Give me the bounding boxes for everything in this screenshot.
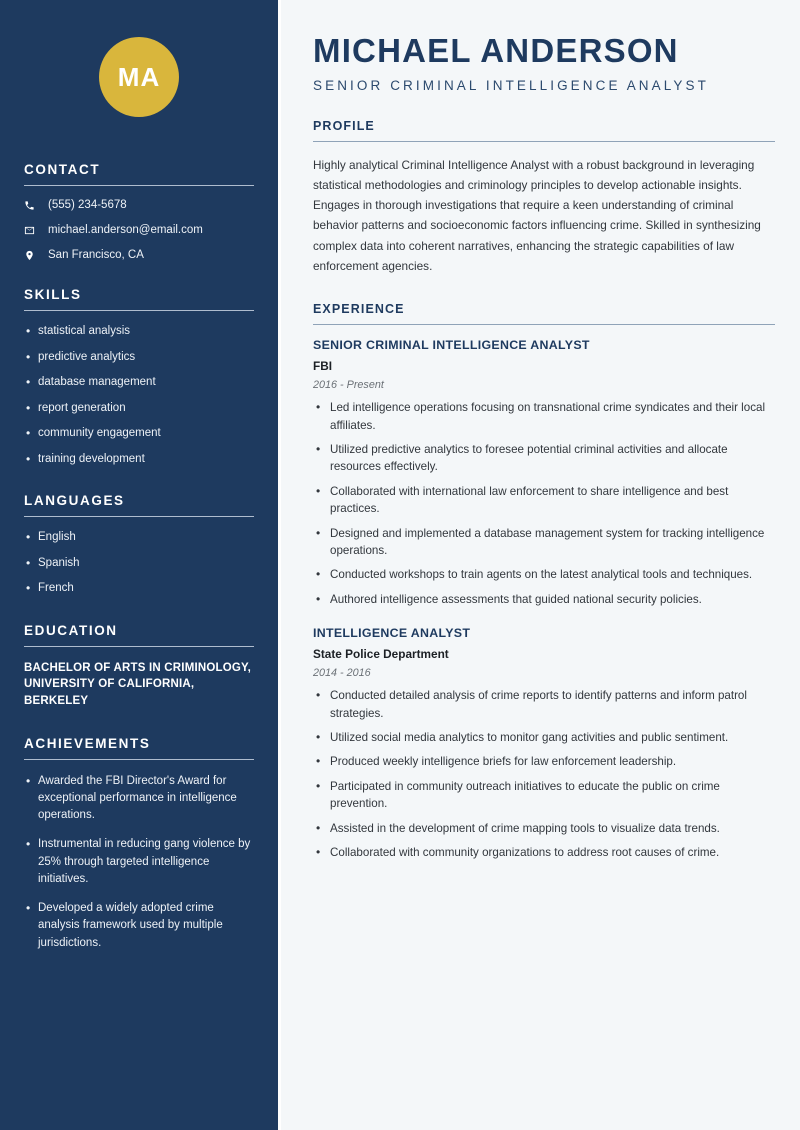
job-title: INTELLIGENCE ANALYST <box>313 626 471 641</box>
experience-entry <box>313 626 775 861</box>
list-item: • report generation <box>24 401 254 417</box>
education-section <box>24 623 254 710</box>
avatar: MA <box>99 37 179 117</box>
education-institution: UNIVERSITY OF CALIFORNIA, BERKELEY <box>24 678 195 707</box>
list-item: • Developed a widely adopted crime analysis framework used by multiple jurisdictions. <box>24 900 254 952</box>
profile-text: Highly analytical Criminal Intelligence Analyst with a robust background in leveraging statistical methodologies and criminology principles to develop actionable insights. Engages in thorough investigations that require a keen understanding of criminal behavior patterns and socioeconomic factors influencing crime. Skilled in synthesizing complex data into coherent narratives, enhancing the strategic capabilities of law enforcement agencies. <box>313 157 761 274</box>
profile-heading: PROFILE <box>313 118 375 133</box>
job-dates: 2016 - Present <box>313 379 384 392</box>
list-item: • Participated in community outreach initiatives to educate the public on crime prevention. <box>313 778 775 813</box>
list-item: • Utilized social media analytics to monitor gang activities and public sentiment. <box>313 729 775 746</box>
experience-entry <box>313 338 775 608</box>
avatar-container <box>24 0 254 117</box>
contact-location-value: San Francisco, CA <box>48 249 144 261</box>
main-content <box>278 0 800 1130</box>
email-icon <box>24 225 44 236</box>
list-item: • Led intelligence operations focusing on transnational crime syndicates and their local affiliates. <box>313 399 775 434</box>
education-divider <box>24 646 254 647</box>
skills-heading: SKILLS <box>24 287 82 302</box>
achievements-divider <box>24 759 254 760</box>
contact-divider <box>24 185 254 186</box>
list-item: • Collaborated with community organizations to address root causes of crime. <box>313 844 775 861</box>
skills-section <box>24 287 254 467</box>
contact-email-value: michael.anderson@email.com <box>48 224 203 236</box>
languages-heading: LANGUAGES <box>24 493 125 509</box>
languages-section <box>24 493 254 597</box>
phone-icon <box>24 200 44 211</box>
sidebar <box>0 0 278 1130</box>
list-item: • predictive analytics <box>24 350 254 366</box>
list-item: • Spanish <box>24 556 254 572</box>
list-item: • Collaborated with international law enforcement to share intelligence and best practices. <box>313 483 775 518</box>
list-item: • Instrumental in reducing gang violence by 25% through targeted intelligence initiatives. <box>24 836 254 888</box>
languages-divider <box>24 516 254 517</box>
list-item: • Produced weekly intelligence briefs for law enforcement leadership. <box>313 753 775 770</box>
education-heading: EDUCATION <box>24 622 118 638</box>
experience-section <box>313 302 775 861</box>
profile-section <box>313 119 775 277</box>
list-item: • Authored intelligence assessments that guided national security policies. <box>313 591 775 608</box>
location-pin-icon <box>24 250 44 261</box>
experience-divider <box>313 324 775 325</box>
job-company: FBI <box>313 359 333 374</box>
skills-divider <box>24 310 254 311</box>
job-bullets <box>313 399 775 608</box>
contact-location[interactable] <box>24 249 254 261</box>
skills-list <box>24 324 254 467</box>
page-title: MICHAEL ANDERSON <box>313 32 679 69</box>
list-item: • Conducted workshops to train agents on the latest analytical tools and techniques. <box>313 566 775 583</box>
list-item: • training development <box>24 452 254 468</box>
job-subtitle: SENIOR CRIMINAL INTELLIGENCE ANALYST <box>313 77 709 93</box>
experience-heading: EXPERIENCE <box>313 302 405 317</box>
contact-phone-value: (555) 234-5678 <box>48 199 127 211</box>
contact-phone[interactable] <box>24 199 254 211</box>
list-item: • Awarded the FBI Director's Award for exceptional performance in intelligence operations. <box>24 773 254 825</box>
contact-email[interactable] <box>24 224 254 236</box>
education-degree: BACHELOR OF ARTS IN CRIMINOLOGY, <box>24 661 252 674</box>
list-item: • Utilized predictive analytics to foresee potential criminal activities and allocate resources effectively. <box>313 441 775 476</box>
job-bullets <box>313 687 775 861</box>
list-item: • Assisted in the development of crime mapping tools to visualize data trends. <box>313 820 775 837</box>
list-item: • community engagement <box>24 426 254 442</box>
languages-list <box>24 530 254 597</box>
list-item: • French <box>24 581 254 597</box>
job-title: SENIOR CRIMINAL INTELLIGENCE ANALYST <box>313 338 590 353</box>
contact-heading: CONTACT <box>24 162 101 177</box>
achievements-heading: ACHIEVEMENTS <box>24 735 151 751</box>
list-item: • database management <box>24 375 254 391</box>
job-dates: 2014 - 2016 <box>313 667 371 680</box>
list-item: • Designed and implemented a database management system for tracking intelligence operations. <box>313 525 775 560</box>
profile-divider <box>313 141 775 142</box>
list-item: • statistical analysis <box>24 324 254 340</box>
list-item: • Conducted detailed analysis of crime reports to identify patterns and inform patrol strategies. <box>313 687 775 722</box>
list-item: • English <box>24 530 254 546</box>
achievements-list <box>24 773 254 952</box>
job-company: State Police Department <box>313 647 449 662</box>
achievements-section <box>24 736 254 952</box>
contact-section <box>24 162 254 261</box>
